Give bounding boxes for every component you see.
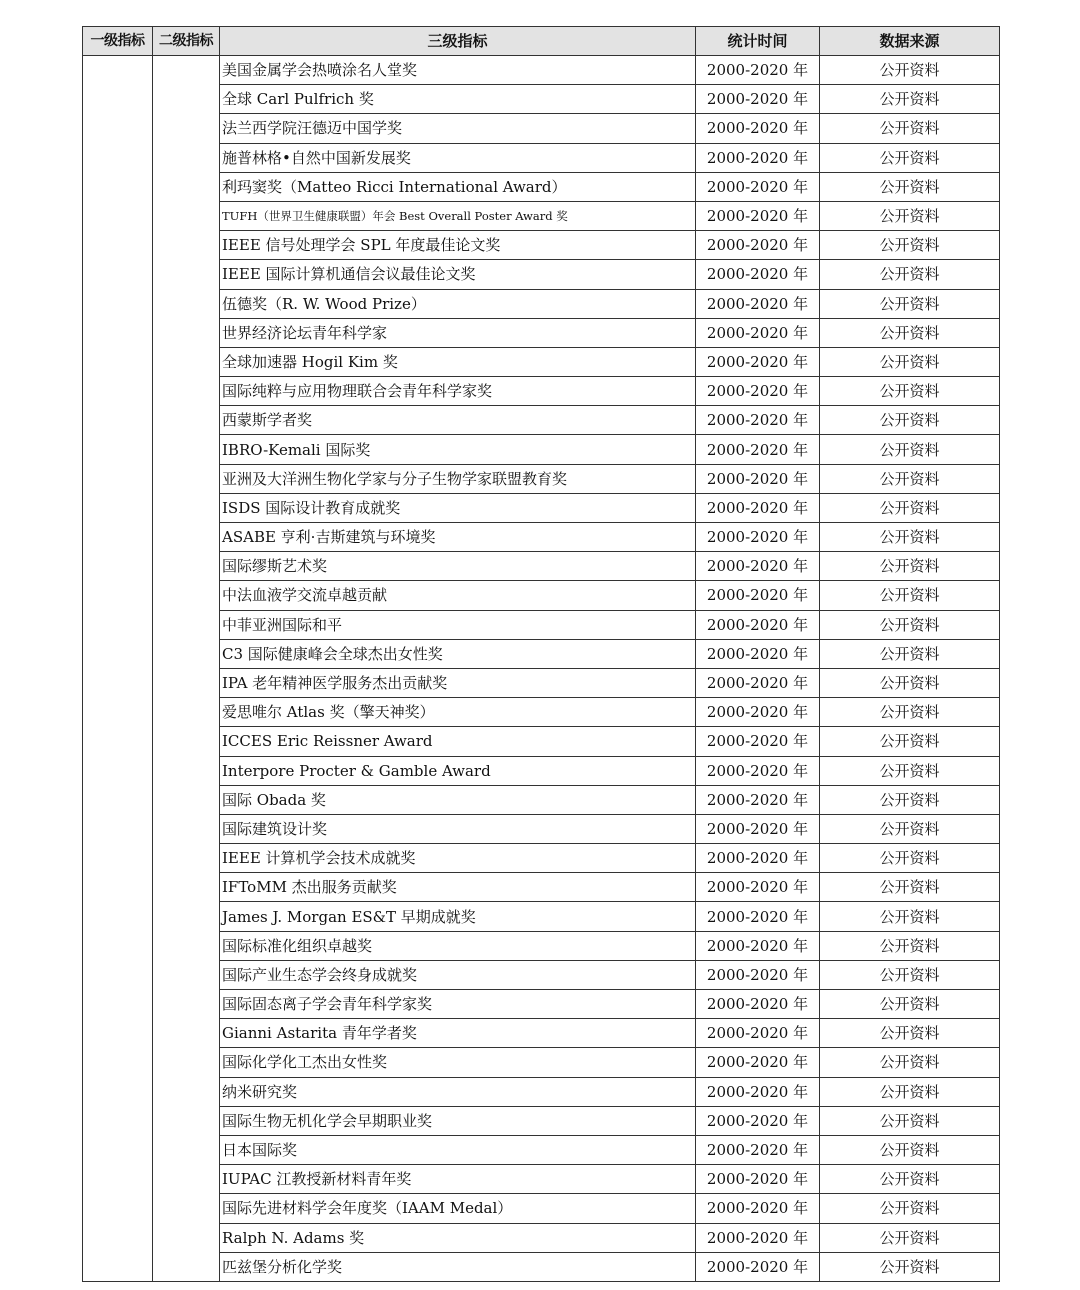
table-row: [83, 581, 1000, 610]
award-name-cell: 纳米研究奖: [220, 1077, 696, 1106]
period-cell: 2000-2020 年: [696, 231, 820, 260]
award-name-cell: ICCES Eric Reissner Award: [220, 727, 696, 756]
table-row: [83, 756, 1000, 785]
table-row: [83, 1048, 1000, 1077]
table-row: [83, 990, 1000, 1019]
period-cell: 2000-2020 年: [696, 990, 820, 1019]
source-cell: 公开资料: [820, 990, 1000, 1019]
award-name-cell: 爱思唯尔 Atlas 奖（擎天神奖）: [220, 698, 696, 727]
header-row: [83, 27, 1000, 56]
source-cell: 公开资料: [820, 1223, 1000, 1252]
table-row: [83, 552, 1000, 581]
table-row: [83, 873, 1000, 902]
period-cell: 2000-2020 年: [696, 1194, 820, 1223]
table-row: [83, 1077, 1000, 1106]
period-cell: 2000-2020 年: [696, 1223, 820, 1252]
table-row: [83, 289, 1000, 318]
table-row: [83, 435, 1000, 464]
header-level2: 二级指标: [153, 27, 220, 56]
table-row: [83, 1194, 1000, 1223]
period-cell: 2000-2020 年: [696, 960, 820, 989]
award-name-cell: IEEE 计算机学会技术成就奖: [220, 844, 696, 873]
table-row: [83, 1252, 1000, 1281]
table-row: [83, 960, 1000, 989]
award-name-cell: IEEE 国际计算机通信会议最佳论文奖: [220, 260, 696, 289]
award-name-cell: 国际固态离子学会青年科学家奖: [220, 990, 696, 1019]
source-cell: 公开资料: [820, 581, 1000, 610]
award-name-cell: 亚洲及大洋洲生物化学家与分子生物学家联盟教育奖: [220, 464, 696, 493]
award-name-cell: IPA 老年精神医学服务杰出贡献奖: [220, 668, 696, 697]
table-row: [83, 639, 1000, 668]
award-name-cell: 国际缪斯艺术奖: [220, 552, 696, 581]
source-cell: 公开资料: [820, 85, 1000, 114]
source-cell: 公开资料: [820, 698, 1000, 727]
source-cell: 公开资料: [820, 785, 1000, 814]
award-name-cell: C3 国际健康峰会全球杰出女性奖: [220, 639, 696, 668]
period-cell: 2000-2020 年: [696, 727, 820, 756]
period-cell: 2000-2020 年: [696, 85, 820, 114]
award-name-cell: 中菲亚洲国际和平: [220, 610, 696, 639]
source-cell: 公开资料: [820, 464, 1000, 493]
period-cell: 2000-2020 年: [696, 756, 820, 785]
period-cell: 2000-2020 年: [696, 873, 820, 902]
table-row: [83, 231, 1000, 260]
source-cell: 公开资料: [820, 668, 1000, 697]
period-cell: 2000-2020 年: [696, 1048, 820, 1077]
award-name-cell: Ralph N. Adams 奖: [220, 1223, 696, 1252]
award-name-cell: 国际建筑设计奖: [220, 814, 696, 843]
award-name-cell: 国际标准化组织卓越奖: [220, 931, 696, 960]
award-name-cell: 国际纯粹与应用物理联合会青年科学家奖: [220, 377, 696, 406]
table-row: [83, 698, 1000, 727]
period-cell: 2000-2020 年: [696, 435, 820, 464]
period-cell: 2000-2020 年: [696, 289, 820, 318]
award-name-cell: IEEE 信号处理学会 SPL 年度最佳论文奖: [220, 231, 696, 260]
period-cell: 2000-2020 年: [696, 523, 820, 552]
period-cell: 2000-2020 年: [696, 610, 820, 639]
source-cell: 公开资料: [820, 873, 1000, 902]
award-name-cell: 全球加速器 Hogil Kim 奖: [220, 347, 696, 376]
period-cell: 2000-2020 年: [696, 377, 820, 406]
table-row: [83, 143, 1000, 172]
table-row: [83, 610, 1000, 639]
source-cell: 公开资料: [820, 814, 1000, 843]
period-cell: 2000-2020 年: [696, 668, 820, 697]
source-cell: 公开资料: [820, 260, 1000, 289]
source-cell: 公开资料: [820, 143, 1000, 172]
source-cell: 公开资料: [820, 406, 1000, 435]
table-row: [83, 785, 1000, 814]
table-row: [83, 1106, 1000, 1135]
header-source: 数据来源: [820, 27, 1000, 56]
period-cell: 2000-2020 年: [696, 493, 820, 522]
table-row: [83, 493, 1000, 522]
source-cell: 公开资料: [820, 1106, 1000, 1135]
award-name-cell: ISDS 国际设计教育成就奖: [220, 493, 696, 522]
source-cell: 公开资料: [820, 1165, 1000, 1194]
source-cell: 公开资料: [820, 114, 1000, 143]
source-cell: 公开资料: [820, 931, 1000, 960]
award-name-cell: TUFH（世界卫生健康联盟）年会 Best Overall Poster Award 奖: [220, 201, 696, 230]
table-row: [83, 668, 1000, 697]
period-cell: 2000-2020 年: [696, 1252, 820, 1281]
award-name-cell: James J. Morgan ES&T 早期成就奖: [220, 902, 696, 931]
source-cell: 公开资料: [820, 1135, 1000, 1164]
award-name-cell: 中法血液学交流卓越贡献: [220, 581, 696, 610]
source-cell: 公开资料: [820, 523, 1000, 552]
source-cell: 公开资料: [820, 172, 1000, 201]
source-cell: 公开资料: [820, 231, 1000, 260]
award-name-cell: 美国金属学会热喷涂名人堂奖: [220, 56, 696, 85]
period-cell: 2000-2020 年: [696, 581, 820, 610]
table-row: [83, 1223, 1000, 1252]
period-cell: 2000-2020 年: [696, 114, 820, 143]
period-cell: 2000-2020 年: [696, 814, 820, 843]
award-name-cell: ASABE 亨利·吉斯建筑与环境奖: [220, 523, 696, 552]
source-cell: 公开资料: [820, 1019, 1000, 1048]
award-name-cell: 国际产业生态学会终身成就奖: [220, 960, 696, 989]
source-cell: 公开资料: [820, 756, 1000, 785]
period-cell: 2000-2020 年: [696, 552, 820, 581]
source-cell: 公开资料: [820, 435, 1000, 464]
period-cell: 2000-2020 年: [696, 201, 820, 230]
indicator-table-container: [82, 26, 999, 1282]
table-body: [83, 56, 1000, 1282]
period-cell: 2000-2020 年: [696, 347, 820, 376]
period-cell: 2000-2020 年: [696, 902, 820, 931]
period-cell: 2000-2020 年: [696, 1077, 820, 1106]
source-cell: 公开资料: [820, 318, 1000, 347]
header-period: 统计时间: [696, 27, 820, 56]
table-row: [83, 727, 1000, 756]
source-cell: 公开资料: [820, 727, 1000, 756]
period-cell: 2000-2020 年: [696, 1165, 820, 1194]
source-cell: 公开资料: [820, 902, 1000, 931]
award-name-cell: Interpore Procter & Gamble Award: [220, 756, 696, 785]
table-row: [83, 318, 1000, 347]
award-name-cell: IBRO-Kemali 国际奖: [220, 435, 696, 464]
source-cell: 公开资料: [820, 844, 1000, 873]
award-name-cell: 利玛窦奖（Matteo Ricci International Award）: [220, 172, 696, 201]
source-cell: 公开资料: [820, 1194, 1000, 1223]
award-name-cell: 日本国际奖: [220, 1135, 696, 1164]
source-cell: 公开资料: [820, 1048, 1000, 1077]
period-cell: 2000-2020 年: [696, 318, 820, 347]
award-name-cell: 全球 Carl Pulfrich 奖: [220, 85, 696, 114]
table-row: [83, 1019, 1000, 1048]
period-cell: 2000-2020 年: [696, 698, 820, 727]
source-cell: 公开资料: [820, 610, 1000, 639]
period-cell: 2000-2020 年: [696, 1106, 820, 1135]
source-cell: 公开资料: [820, 201, 1000, 230]
award-name-cell: 西蒙斯学者奖: [220, 406, 696, 435]
source-cell: 公开资料: [820, 552, 1000, 581]
award-name-cell: 国际生物无机化学会早期职业奖: [220, 1106, 696, 1135]
source-cell: 公开资料: [820, 1077, 1000, 1106]
table-row: [83, 377, 1000, 406]
period-cell: 2000-2020 年: [696, 143, 820, 172]
header-level3: 三级指标: [220, 27, 696, 56]
source-cell: 公开资料: [820, 377, 1000, 406]
level2-cell: [153, 56, 220, 1282]
period-cell: 2000-2020 年: [696, 260, 820, 289]
source-cell: 公开资料: [820, 56, 1000, 85]
table-row: [83, 56, 1000, 85]
award-name-cell: IUPAC 江教授新材料青年奖: [220, 1165, 696, 1194]
source-cell: 公开资料: [820, 289, 1000, 318]
period-cell: 2000-2020 年: [696, 639, 820, 668]
indicator-table: [82, 26, 1000, 1282]
table-row: [83, 260, 1000, 289]
table-header: [83, 27, 1000, 56]
table-row: [83, 114, 1000, 143]
level1-cell: [83, 56, 153, 1282]
source-cell: 公开资料: [820, 493, 1000, 522]
source-cell: 公开资料: [820, 1252, 1000, 1281]
table-row: [83, 85, 1000, 114]
table-row: [83, 1165, 1000, 1194]
award-name-cell: 国际先进材料学会年度奖（IAAM Medal）: [220, 1194, 696, 1223]
award-name-cell: 匹兹堡分析化学奖: [220, 1252, 696, 1281]
award-name-cell: Gianni Astarita 青年学者奖: [220, 1019, 696, 1048]
table-row: [83, 844, 1000, 873]
award-name-cell: 施普林格•自然中国新发展奖: [220, 143, 696, 172]
table-row: [83, 523, 1000, 552]
period-cell: 2000-2020 年: [696, 1135, 820, 1164]
source-cell: 公开资料: [820, 639, 1000, 668]
award-name-cell: 国际化学化工杰出女性奖: [220, 1048, 696, 1077]
period-cell: 2000-2020 年: [696, 1019, 820, 1048]
period-cell: 2000-2020 年: [696, 56, 820, 85]
award-name-cell: 世界经济论坛青年科学家: [220, 318, 696, 347]
period-cell: 2000-2020 年: [696, 931, 820, 960]
source-cell: 公开资料: [820, 960, 1000, 989]
award-name-cell: 伍德奖（R. W. Wood Prize）: [220, 289, 696, 318]
source-cell: 公开资料: [820, 347, 1000, 376]
award-name-cell: 国际 Obada 奖: [220, 785, 696, 814]
period-cell: 2000-2020 年: [696, 406, 820, 435]
table-row: [83, 172, 1000, 201]
table-row: [83, 201, 1000, 230]
period-cell: 2000-2020 年: [696, 172, 820, 201]
table-row: [83, 931, 1000, 960]
award-name-cell: 法兰西学院汪德迈中国学奖: [220, 114, 696, 143]
table-row: [83, 347, 1000, 376]
period-cell: 2000-2020 年: [696, 844, 820, 873]
period-cell: 2000-2020 年: [696, 464, 820, 493]
table-row: [83, 814, 1000, 843]
table-row: [83, 1135, 1000, 1164]
table-row: [83, 464, 1000, 493]
award-name-cell: IFToMM 杰出服务贡献奖: [220, 873, 696, 902]
table-row: [83, 902, 1000, 931]
table-row: [83, 406, 1000, 435]
header-level1: 一级指标: [83, 27, 153, 56]
period-cell: 2000-2020 年: [696, 785, 820, 814]
